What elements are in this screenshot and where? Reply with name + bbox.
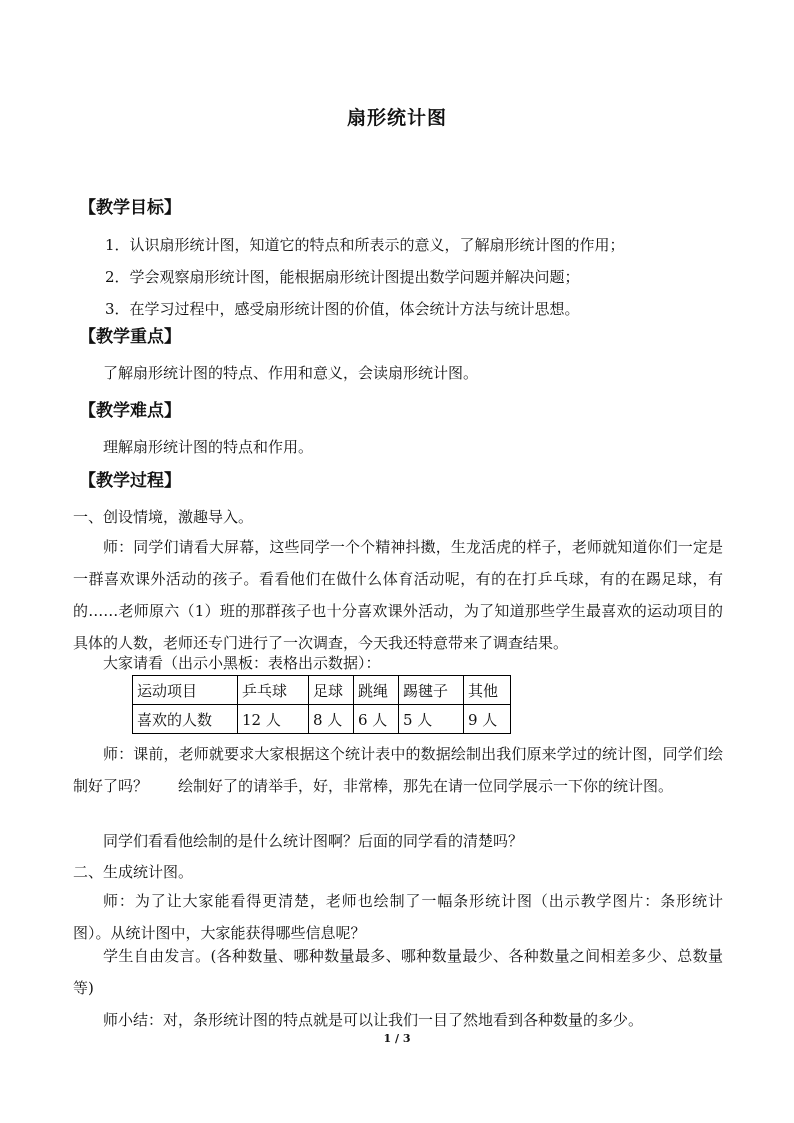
table-cell: 跳绳 [354,676,399,705]
teaching-goals-heading: 【教学目标】 [79,198,181,218]
table-cell: 6 人 [354,705,399,734]
paragraph-intro: 师：同学们请看大屏幕，这些同学一个个精神抖擞，生龙活虎的样子，老师就知道你们一定是一群喜欢课外活动的孩子。看看他们在做什么体育活动呢，有的在打乒乓球，有的在踢足球，有的……老师原六（1）班的那群孩子也十分喜欢课外活动，为了知道那些学生最喜欢的运动项目的具体的人数，老师还专门进行了一次调查，今天我还特意带来了调查结果。 [73,538,723,652]
data-table [132,675,511,734]
table-cell: 乒乓球 [238,676,309,705]
page-number: 1 / 3 [383,1032,411,1045]
goal-item-3: 3．在学习过程中，感受扇形统计图的价值，体会统计方法与统计思想。 [105,300,580,318]
process-heading: 【教学过程】 [79,471,181,491]
key-points-heading: 【教学重点】 [79,327,181,347]
table-cell: 8 人 [309,705,354,734]
step-1-title: 一、创设情境，激趣导入。 [73,508,254,526]
table-header-row [133,676,511,705]
table-intro: 大家请看（出示小黑板：表格出示数据）： [103,654,381,672]
paragraph-student-answers: 学生自由发言。(各种数量、哪种数量最多、哪种数量最少、各种数量之间相差多少、总数量等) [73,947,723,997]
table-cell: 喜欢的人数 [133,705,238,734]
paragraph-summary: 师小结：对，条形统计图的特点就是可以让我们一目了然地看到各种数量的多少。 [103,1011,644,1029]
table-cell: 9 人 [464,705,511,734]
table-row [133,705,511,734]
table-cell: 踢毽子 [399,676,464,705]
difficulty-heading: 【教学难点】 [79,401,181,421]
paragraph-bar-chart: 师：为了让大家能看得更清楚，老师也绘制了一幅条形统计图（出示教学图片：条形统计图）。从统计图中，大家能获得哪些信息呢？ [73,892,723,942]
goal-item-2: 2．学会观察扇形统计图，能根据扇形统计图提出数学问题并解决问题； [105,268,580,286]
table-cell: 运动项目 [133,676,238,705]
document-title: 扇形统计图 [346,107,447,129]
table-cell: 12 人 [238,705,309,734]
step-2-title: 二、生成统计图。 [73,863,194,881]
key-points-text: 了解扇形统计图的特点、作用和意义，会读扇形统计图。 [103,364,479,382]
goal-item-1: 1．认识扇形统计图，知道它的特点和所表示的意义，了解扇形统计图的作用； [105,236,625,254]
table-cell: 足球 [309,676,354,705]
table-cell: 5 人 [399,705,464,734]
paragraph-drawing: 师：课前，老师就要求大家根据这个统计表中的数据绘制出我们原来学过的统计图，同学们绘制好了吗？ 绘制好了的请举手，好，非常棒，那先在请一位同学展示一下你的统计图。 [73,745,723,795]
paragraph-question: 同学们看看他绘制的是什么统计图啊？后面的同学看的清楚吗？ [103,832,524,850]
difficulty-text: 理解扇形统计图的特点和作用。 [103,438,314,456]
table-cell: 其他 [464,676,511,705]
